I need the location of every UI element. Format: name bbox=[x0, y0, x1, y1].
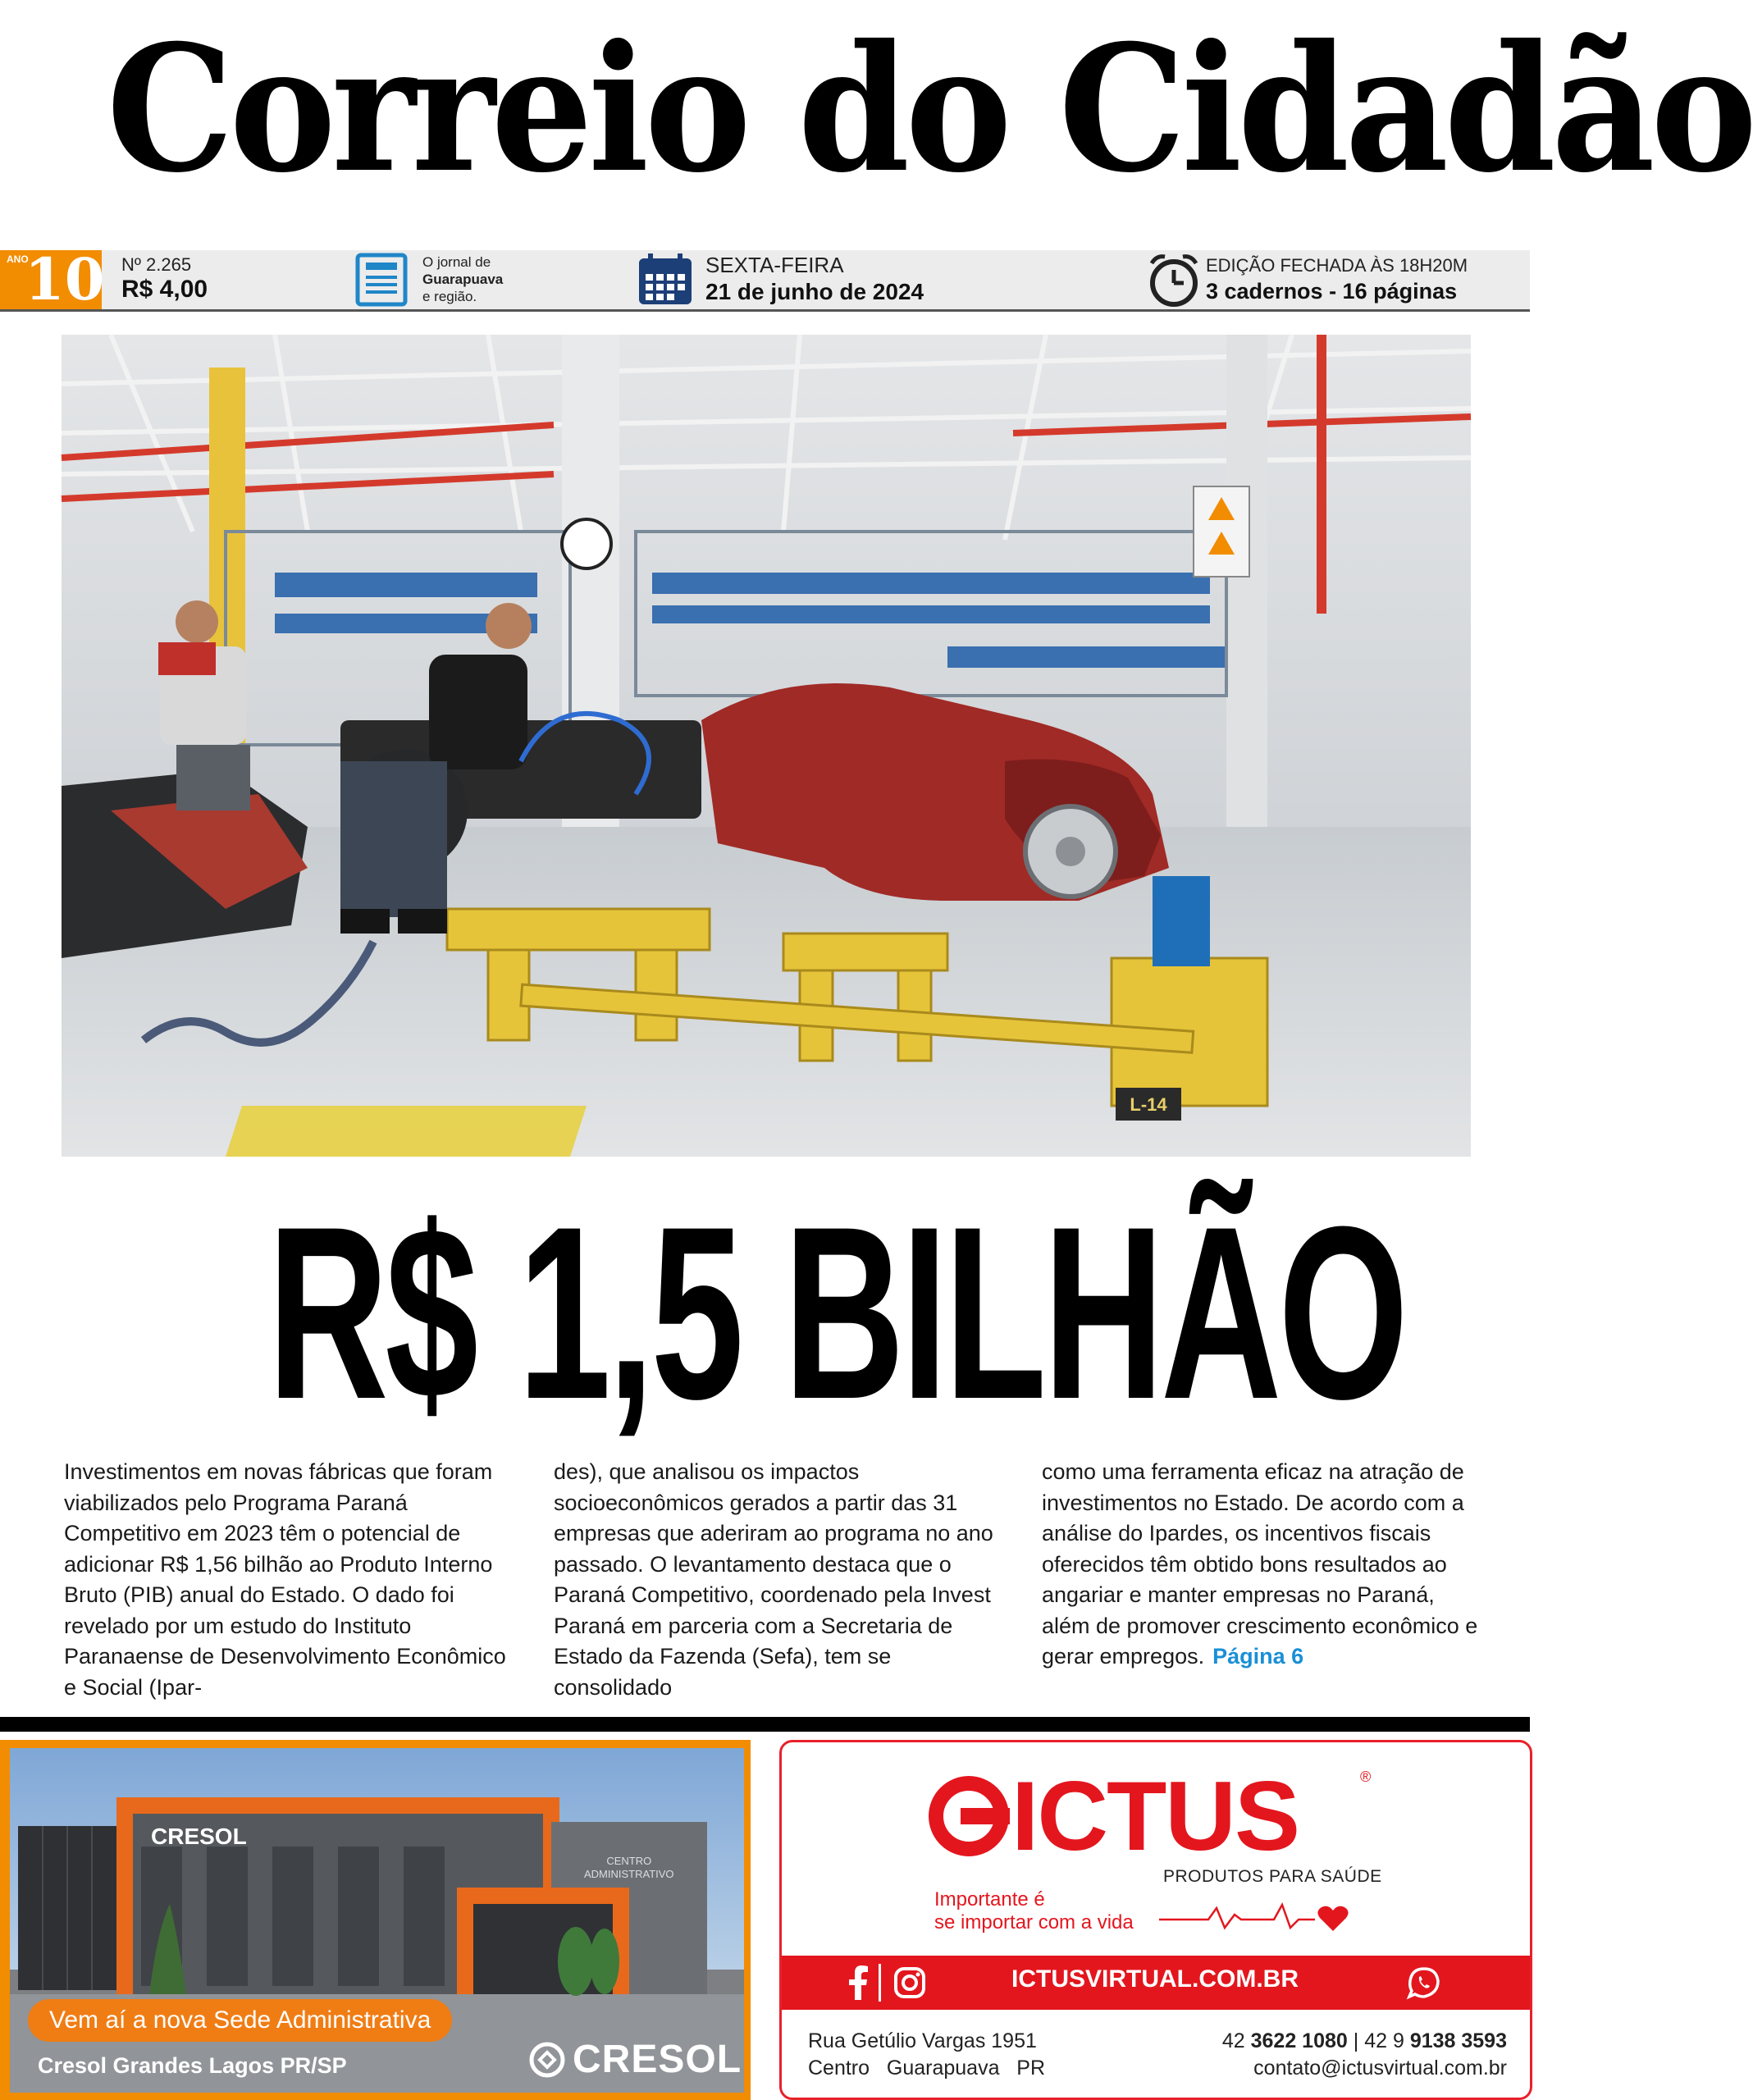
tagline-line-1: O jornal de bbox=[422, 254, 491, 270]
cresol-ad-image bbox=[10, 1748, 744, 2093]
cresol-ad[interactable] bbox=[0, 1740, 751, 2100]
edition-info bbox=[1206, 253, 1468, 304]
building-label bbox=[584, 1855, 674, 1881]
ictus-phones bbox=[1222, 2028, 1507, 2055]
calendar-icon bbox=[637, 252, 696, 311]
phone-prefix: 42 bbox=[1221, 2029, 1251, 2052]
ictus-slogan bbox=[934, 1888, 1134, 1934]
ictus-address-line-2: Centro Guarapuava PR bbox=[808, 2057, 1046, 2079]
issue-info bbox=[121, 253, 208, 303]
date-info bbox=[705, 252, 924, 306]
ictus-tagline: PRODUTOS PARA SAÚDE bbox=[1163, 1867, 1382, 1886]
tagline-line-3: e região. bbox=[422, 289, 477, 304]
cresol-brand: CRESOL bbox=[573, 2038, 742, 2081]
masthead bbox=[0, 0, 1753, 234]
weekday: SEXTA-FEIRA bbox=[705, 253, 844, 277]
clock-icon bbox=[1147, 252, 1201, 311]
newspaper-icon bbox=[354, 253, 412, 310]
ictus-contact-bar bbox=[782, 1956, 1530, 2010]
article-column-3 bbox=[1042, 1457, 1485, 1673]
ictus-contact-info bbox=[1222, 2028, 1507, 2082]
ictus-registered-mark: ® bbox=[1360, 1769, 1372, 1785]
price: R$ 4,00 bbox=[121, 276, 208, 303]
issue-date: 21 de junho de 2024 bbox=[705, 279, 924, 304]
instagram-icon[interactable] bbox=[893, 1966, 926, 2002]
cresol-subline: Cresol Grandes Lagos PR/SP bbox=[38, 2053, 347, 2078]
section-divider bbox=[0, 1717, 1530, 1732]
ictus-logo: ICTUS bbox=[1011, 1761, 1299, 1871]
heart-icon bbox=[1159, 1900, 1356, 1936]
ictus-slogan-line-2: se importar com a vida bbox=[934, 1911, 1134, 1933]
phone-separator: | 42 9 bbox=[1347, 2029, 1410, 2052]
ictus-logo-icon bbox=[928, 1775, 1010, 1860]
stand-label: L-14 bbox=[1130, 1094, 1167, 1115]
article-column-1: Investimentos em novas fábricas que foram viabilizados pelo Programa Paraná Competitivo em 2023 têm o potencial de adicionar R$ 1,56 bilhão ao Produto Interno Bruto (PIB) anual do Estado. O dado foi revelado por um estudo do Instituto Paranaense de Desenvolvimento Econômico e Social (Ipar- bbox=[64, 1459, 506, 1700]
issue-number: Nº 2.265 bbox=[121, 254, 192, 275]
cresol-logo-icon bbox=[528, 2041, 566, 2082]
ictus-ad[interactable] bbox=[779, 1740, 1532, 2100]
info-bar bbox=[0, 245, 1530, 313]
building-label-line-1: CENTRO bbox=[606, 1855, 652, 1867]
edition-closed-time: EDIÇÃO FECHADA ÀS 18H20M bbox=[1206, 255, 1468, 276]
year-badge bbox=[0, 245, 105, 313]
whatsapp-icon[interactable] bbox=[1407, 1965, 1441, 2003]
factory-photo bbox=[62, 335, 1471, 1157]
ictus-address bbox=[808, 2028, 1045, 2082]
year-label: ANO bbox=[7, 253, 29, 265]
building-label-line-2: ADMINISTRATIVO bbox=[584, 1868, 674, 1880]
year-number: 10 bbox=[25, 245, 105, 313]
ictus-phone-2[interactable]: 9138 3593 bbox=[1409, 2029, 1507, 2052]
social-divider bbox=[879, 1964, 881, 2002]
ictus-email-link[interactable]: contato@ictusvirtual.com.br bbox=[1253, 2057, 1507, 2079]
ictus-slogan-line-1: Importante é bbox=[934, 1888, 1045, 1911]
ictus-phone-1[interactable]: 3622 1080 bbox=[1250, 2029, 1348, 2052]
newspaper-title: Correio do Cidadão bbox=[106, 7, 1753, 211]
tagline-city: Guarapuava bbox=[422, 272, 504, 287]
facebook-icon[interactable] bbox=[847, 1965, 869, 2003]
building-cresol-sign: CRESOL bbox=[151, 1824, 247, 1849]
cresol-headline: Vem aí a nova Sede Administrativa bbox=[28, 1999, 452, 2042]
ictus-address-line-1: Rua Getúlio Vargas 1951 bbox=[808, 2029, 1037, 2052]
article-column-2: des), que analisou os impactos socioeconômicos gerados a partir das 31 empresas que aderiram ao programa no ano passado. O levantamento destaca que o Paraná Competitivo, coordenado pela Invest Paraná em parceria com a Secretaria de Estado da Fazenda (Sefa), tem se consolidado bbox=[554, 1459, 993, 1700]
headline-text: R$ 1,5 BILHÃO bbox=[267, 1175, 1405, 1450]
article-column-3-text: como uma ferramenta eficaz na atração de investimentos no Estado. De acordo com a análise do Ipardes, os incentivos fiscais oferecidos têm obtido bons resultados ao angariar e manter empresas no Paraná, além de promover crescimento econômico e gerar empregos. bbox=[1042, 1459, 1478, 1669]
tagline bbox=[422, 253, 503, 305]
headline bbox=[0, 1175, 1530, 1450]
ictus-website-link[interactable]: ICTUSVIRTUAL.COM.BR bbox=[1011, 1965, 1299, 1993]
page-reference-link[interactable]: Página 6 bbox=[1212, 1644, 1304, 1669]
edition-sections: 3 cadernos - 16 páginas bbox=[1206, 279, 1458, 304]
